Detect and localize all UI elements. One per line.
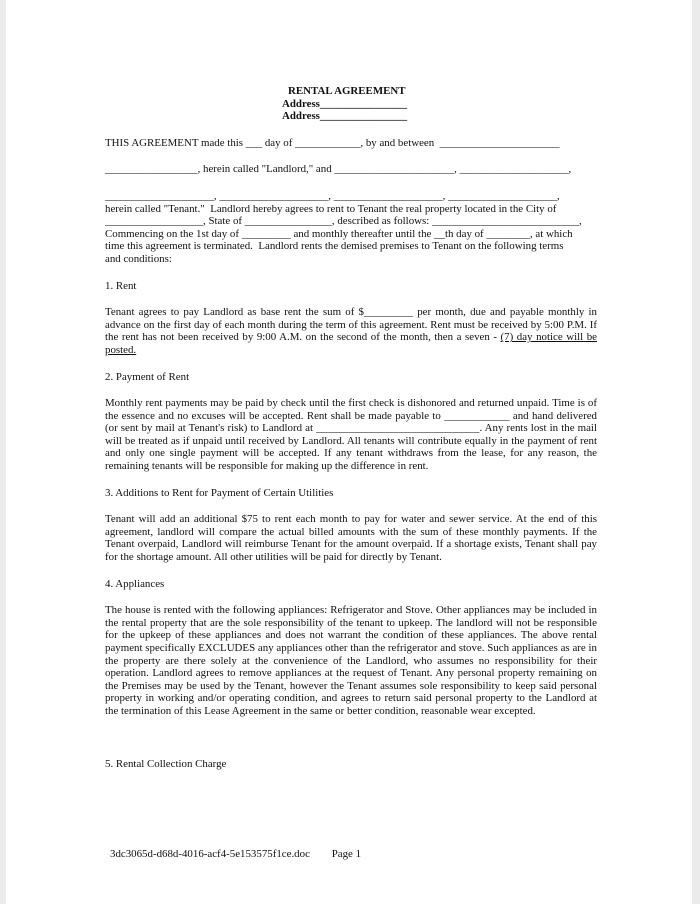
intro-line-1: THIS AGREEMENT made this ___ day of ____________, by and between ______________________ [105, 136, 560, 149]
section-heading-payment: 2. Payment of Rent [105, 370, 190, 383]
rent-text: Tenant agrees to pay Landlord as base rent the sum of $_________ per month, due and payable monthly in advance on the first day of each month during the term of this agreement. Rent must be received by 5:00 P.M. If the rent has not been received by 9:00 A.M. on the second of the month, then a seven - [105, 306, 597, 344]
page-footer [110, 848, 361, 860]
section-heading-collection: 5. Rental Collection Charge [105, 757, 227, 770]
section-body-utilities: Tenant will add an additional $75 to rent each month to pay for water and sewer service. At the end of this agreement, landlord will compare the actual billed amounts with the sum of these monthly payments. If the Tenant overpaid, Landlord will reimburse Tenant for the amount overpaid. If a shortage exists, Tenant shall pay for the shortage amount. All other utilities will be paid for directly by Tenant. [105, 513, 597, 564]
intro-line-2: _________________, herein called "Landlord," and ______________________, ____________________, [105, 163, 572, 176]
document-page [6, 0, 692, 904]
intro-line-5: __________________, State of ________________, described as follows: ___________________________, [105, 215, 582, 228]
intro-line-8: and conditions: [105, 252, 172, 265]
intro-line-4: herein called "Tenant." Landlord hereby agrees to rent to Tenant the real property located in the City of [105, 202, 557, 215]
document-body [105, 85, 597, 770]
section-heading-utilities: 3. Additions to Rent for Payment of Certain Utilities [105, 486, 334, 499]
intro-line-3: ____________________, ____________________, ____________________, ____________________, [105, 189, 560, 202]
section-body-rent [105, 306, 597, 356]
intro-line-6: Commencing on the 1st day of _________ and monthly thereafter until the __th day of ________, at which [105, 227, 573, 240]
section-heading-rent: 1. Rent [105, 279, 137, 292]
footer-page-number: Page 1 [331, 848, 362, 860]
address-line-2: Address________________ [282, 110, 408, 123]
footer-filename: 3dc3065d-d68d-4016-acf4-5e153575f1ce.doc [110, 848, 310, 860]
intro-line-7: time this agreement is terminated. Landlord rents the demised premises to Tenant on the following terms [105, 240, 564, 253]
document-title: RENTAL AGREEMENT [288, 85, 406, 97]
section-heading-appliances: 4. Appliances [105, 577, 165, 590]
section-body-payment: Monthly rent payments may be paid by check until the first check is dishonored and returned unpaid. Time is of the essence and no excuses will be accepted. Rent shall be made payable to ____________ and hand delivered (or sent by mail at Tenant's risk) to Landlord at ______________________________. Any rents lost in the mail will be treated as if unpaid until received by Landlord. All tenants will contribute equally in the payment of rent and only one single payment will be accepted. If any tenant withdraws from the lease, for any reason, the remaining tenants will be responsible for making up the difference in rent. [105, 397, 597, 473]
address-line-1: Address________________ [282, 97, 408, 110]
section-body-appliances: The house is rented with the following appliances: Refrigerator and Stove. Other appliances may be included in the rental property that are the sole responsibility of the tenant to upkeep. The landlord will not be responsible for the upkeep of these appliances and does not warrant the condition of these appliances. The above rental payment specifically EXCLUDES any appliances other than the refrigerator and stove. Such appliances as are in the property are there solely at the convenience of the Landlord, who assumes no responsibility for their operation. Landlord agrees to remove appliances at the request of Tenant. Any personal property remaining on the Premises may be used by the Tenant, however the Tenant assumes sole responsibility to keep said personal property in working and/or operating condition, and agrees to return said personal property to the Landlord at the termination of this Lease Agreement in the same or better condition, reasonable wear excepted. [105, 604, 597, 717]
rent-notice-underlined: (7) day notice will be posted. [105, 331, 597, 356]
